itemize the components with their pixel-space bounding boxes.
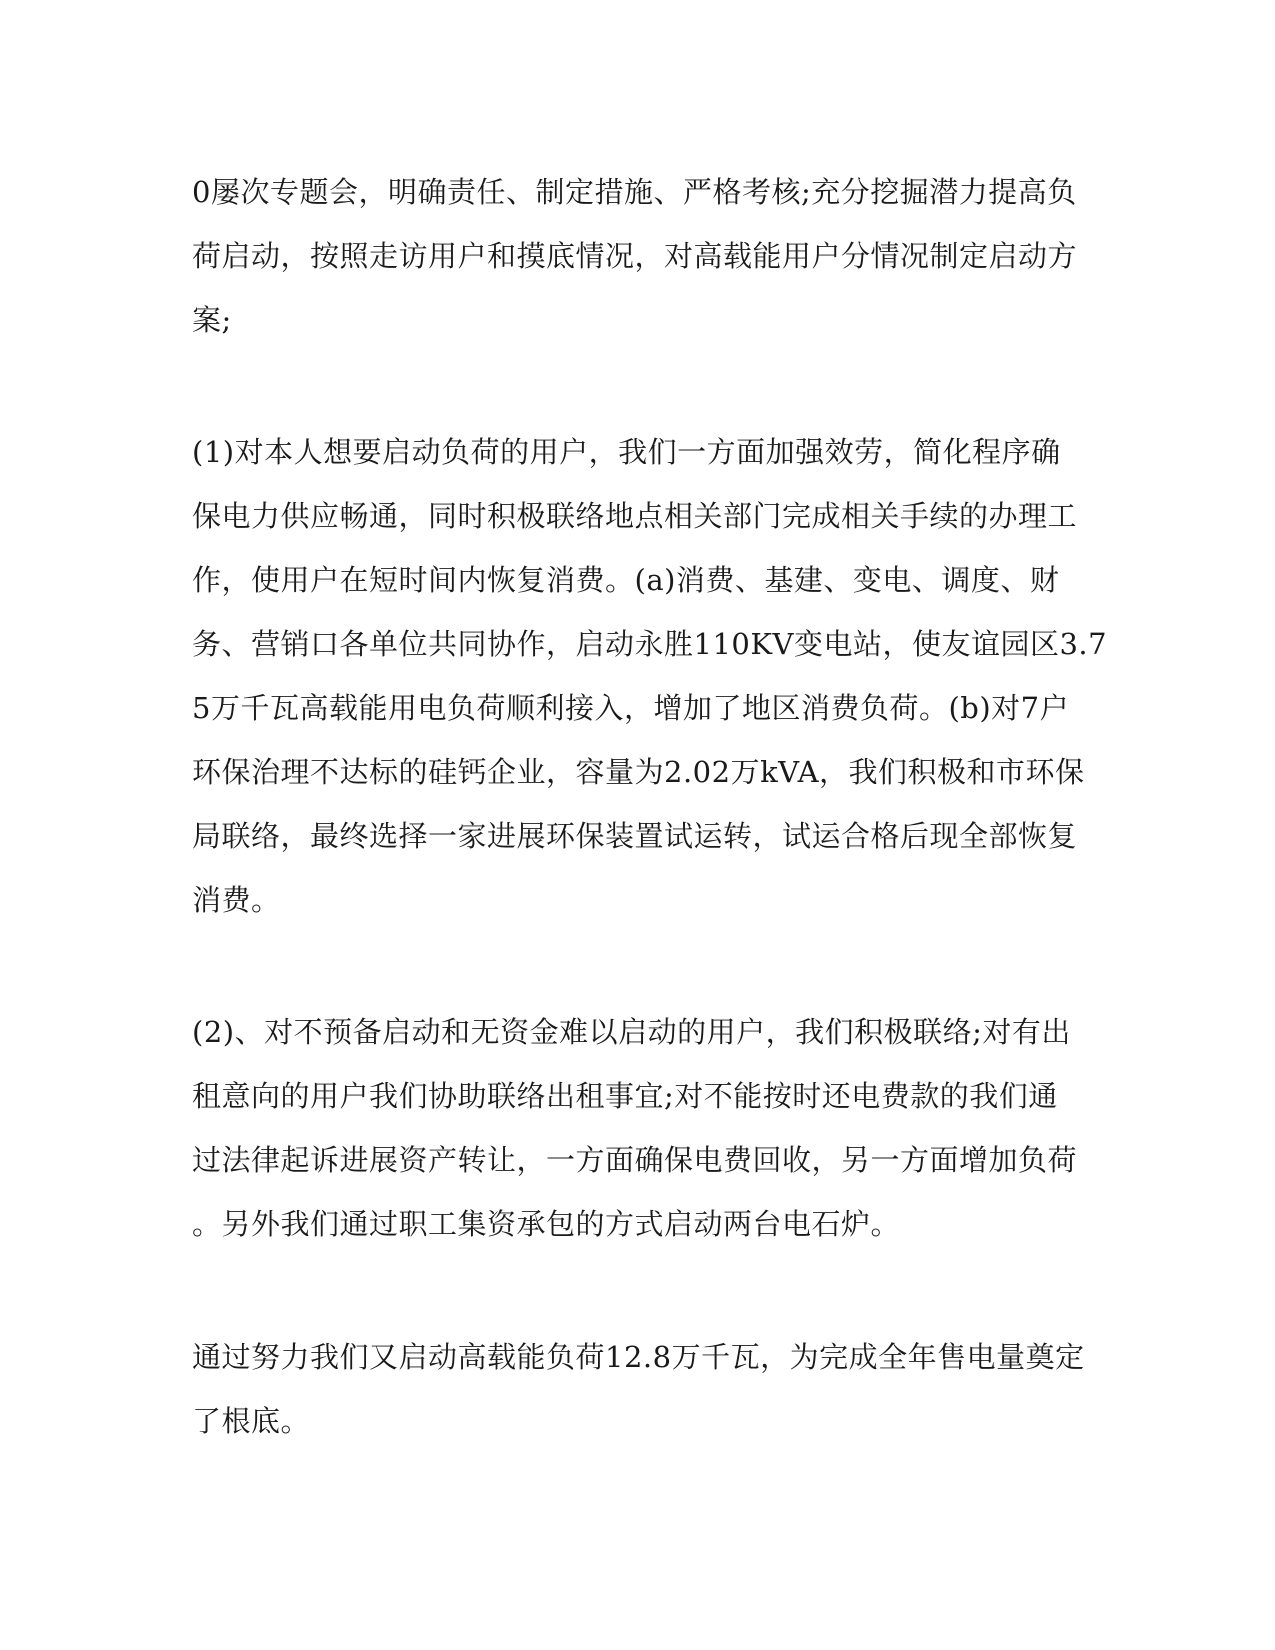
text-line: 5万千瓦高载能用电负荷顺利接入，增加了地区消费负荷。(b)对7户 [192, 691, 1070, 725]
text-line: 案; [192, 303, 232, 337]
text-line: 作，使用户在短时间内恢复消费。(a)消费、基建、变电、调度、财 [192, 563, 1060, 597]
text-line: (1)对本人想要启动负荷的用户，我们一方面加强效劳，简化程序确 [192, 435, 1061, 469]
text-line: 荷启动，按照走访用户和摸底情况，对高载能用户分情况制定启动方 [192, 239, 1078, 273]
text-line: 过法律起诉进展资产转让，一方面确保电费回收，另一方面增加负荷 [192, 1143, 1078, 1177]
text-line: 保电力供应畅通，同时积极联络地点相关部门完成相关手续的办理工 [192, 499, 1078, 533]
text-line: 0屡次专题会，明确责任、制定措施、严格考核;充分挖掘潜力提高负 [192, 175, 1077, 209]
text-line: 环保治理不达标的硅钙企业，容量为2.02万kVA，我们积极和市环保 [192, 755, 1085, 789]
paragraph-intro [192, 160, 1078, 352]
text-line: 了根底。 [192, 1404, 311, 1438]
paragraph-item-1 [192, 420, 1108, 932]
text-line: 。另外我们通过职工集资承包的方式启动两台电石炉。 [192, 1207, 901, 1241]
text-line: 租意向的用户我们协助联络出租事宜;对不能按时还电费款的我们通 [192, 1079, 1058, 1113]
paragraph-summary [192, 1325, 1085, 1453]
text-line: 局联络，最终选择一家进展环保装置试运转，试运合格后现全部恢复 [192, 819, 1078, 853]
text-line: 通过努力我们又启动高载能负荷12.8万千瓦，为完成全年售电量奠定 [192, 1340, 1085, 1374]
text-line: 务、营销口各单位共同协作，启动永胜110KV变电站，使友谊园区3.7 [192, 627, 1108, 661]
text-line: 消费。 [192, 883, 281, 917]
text-line: (2)、对不预备启动和无资金难以启动的用户，我们积极联络;对有出 [192, 1015, 1071, 1049]
paragraph-item-2 [192, 1000, 1078, 1256]
